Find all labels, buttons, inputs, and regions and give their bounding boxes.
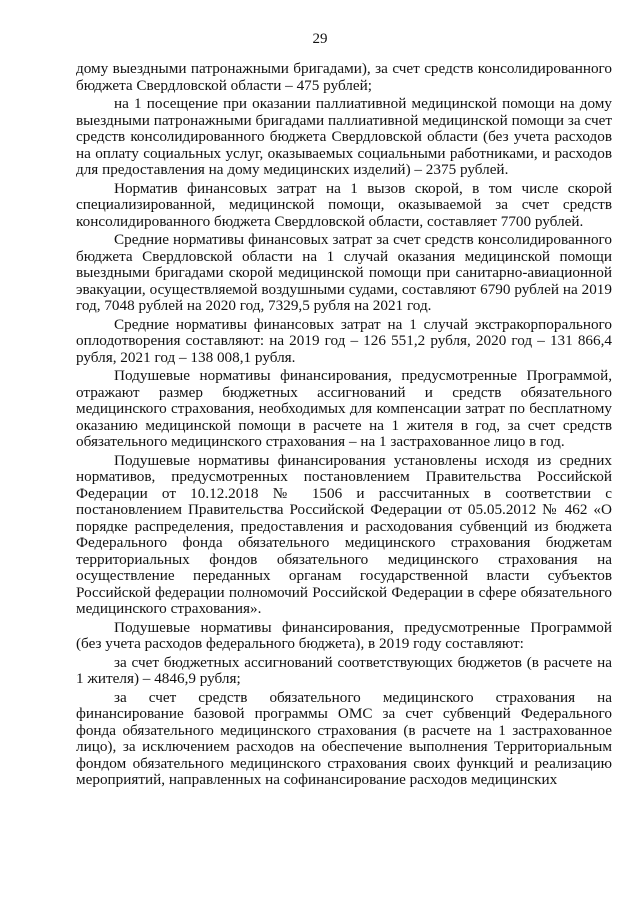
- paragraph-5: Средние нормативы финансовых затрат на 1 случай экстракорпорального оплодотворения составляют: на 2019 год – 126 551,2 рубля, 2020 год – 131 866,4 рубля, 2021 год – 138 008,1 рубля.: [76, 315, 612, 366]
- paragraph-10: за счет средств обязательного медицинского страхования на финансирование базовой программы ОМС за счет субвенций Федерального фонда обязательного медицинского страхования (в расчете на 1 застрахованное лицо), за исключением расходов на обеспечение выполнения Территориальным фондом обязательного медицинского страхования своих функций и реализацию мероприятий, направленных на софинансирование расходов медицинских: [76, 688, 612, 788]
- paragraph-2: на 1 посещение при оказании паллиативной медицинской помощи на дому выездными патронажными бригадами паллиативной медицинской помощи за счет средств консолидированного бюджета Свердловской области (без учета расходов на оплату социальных услуг, оказываемых социальными работниками, и расходов для предоставления на дому медицинских изделий) – 2375 рублей.: [76, 95, 612, 178]
- paragraph-1: дому выездными патронажными бригадами), за счет средств консолидированного бюджета Свердловской области – 475 рублей;: [76, 60, 612, 94]
- document-body: [76, 61, 612, 791]
- paragraph-7: Подушевые нормативы финансирования установлены исходя из средних нормативов, предусмотренных постановлением Правительства Российской Федерации от 10.12.2018 № 1506 и рассчитанных в соответствии с постановлением Правительства Российской Федерации от 05.05.2012 № 462 «О порядке распределения, предоставления и расходования субвенций из бюджета Федерального фонда обязательного медицинского страхования бюджетам территориальных фондов обязательного медицинского страхования на осуществление переданных органам государственной власти субъектов Российской федерации полномочий Российской Федерации в сфере обязательного медицинского страхования».: [76, 451, 612, 617]
- paragraph-4: Средние нормативы финансовых затрат за счет средств консолидированного бюджета Свердловской области на 1 случай оказания медицинской помощи выездными бригадами скорой медицинской помощи при санитарно-авиационной эвакуации, осуществляемой воздушными судами, составляют 6790 рублей на 2019 год, 7048 рублей на 2020 год, 7329,5 рубля на 2021 год.: [76, 231, 612, 314]
- paragraph-8: Подушевые нормативы финансирования, предусмотренные Программой (без учета расходов федерального бюджета), в 2019 году составляют:: [76, 618, 612, 652]
- paragraph-9: за счет бюджетных ассигнований соответствующих бюджетов (в расчете на 1 жителя) – 4846,9 рубля;: [76, 653, 612, 687]
- paragraph-6: Подушевые нормативы финансирования, предусмотренные Программой, отражают размер бюджетных ассигнований и средств обязательного медицинского страхования, необходимых для компенсации затрат по бесплатному оказанию медицинской помощи в расчете на 1 жителя в год, за счет средств обязательного медицинского страхования – на 1 застрахованное лицо в год.: [76, 367, 612, 450]
- paragraph-3: Норматив финансовых затрат на 1 вызов скорой, в том числе скорой специализированной, медицинской помощи, оказываемой за счет средств консолидированного бюджета Свердловской области, составляет 7700 рублей.: [76, 179, 612, 230]
- page-number: 29: [312, 31, 328, 47]
